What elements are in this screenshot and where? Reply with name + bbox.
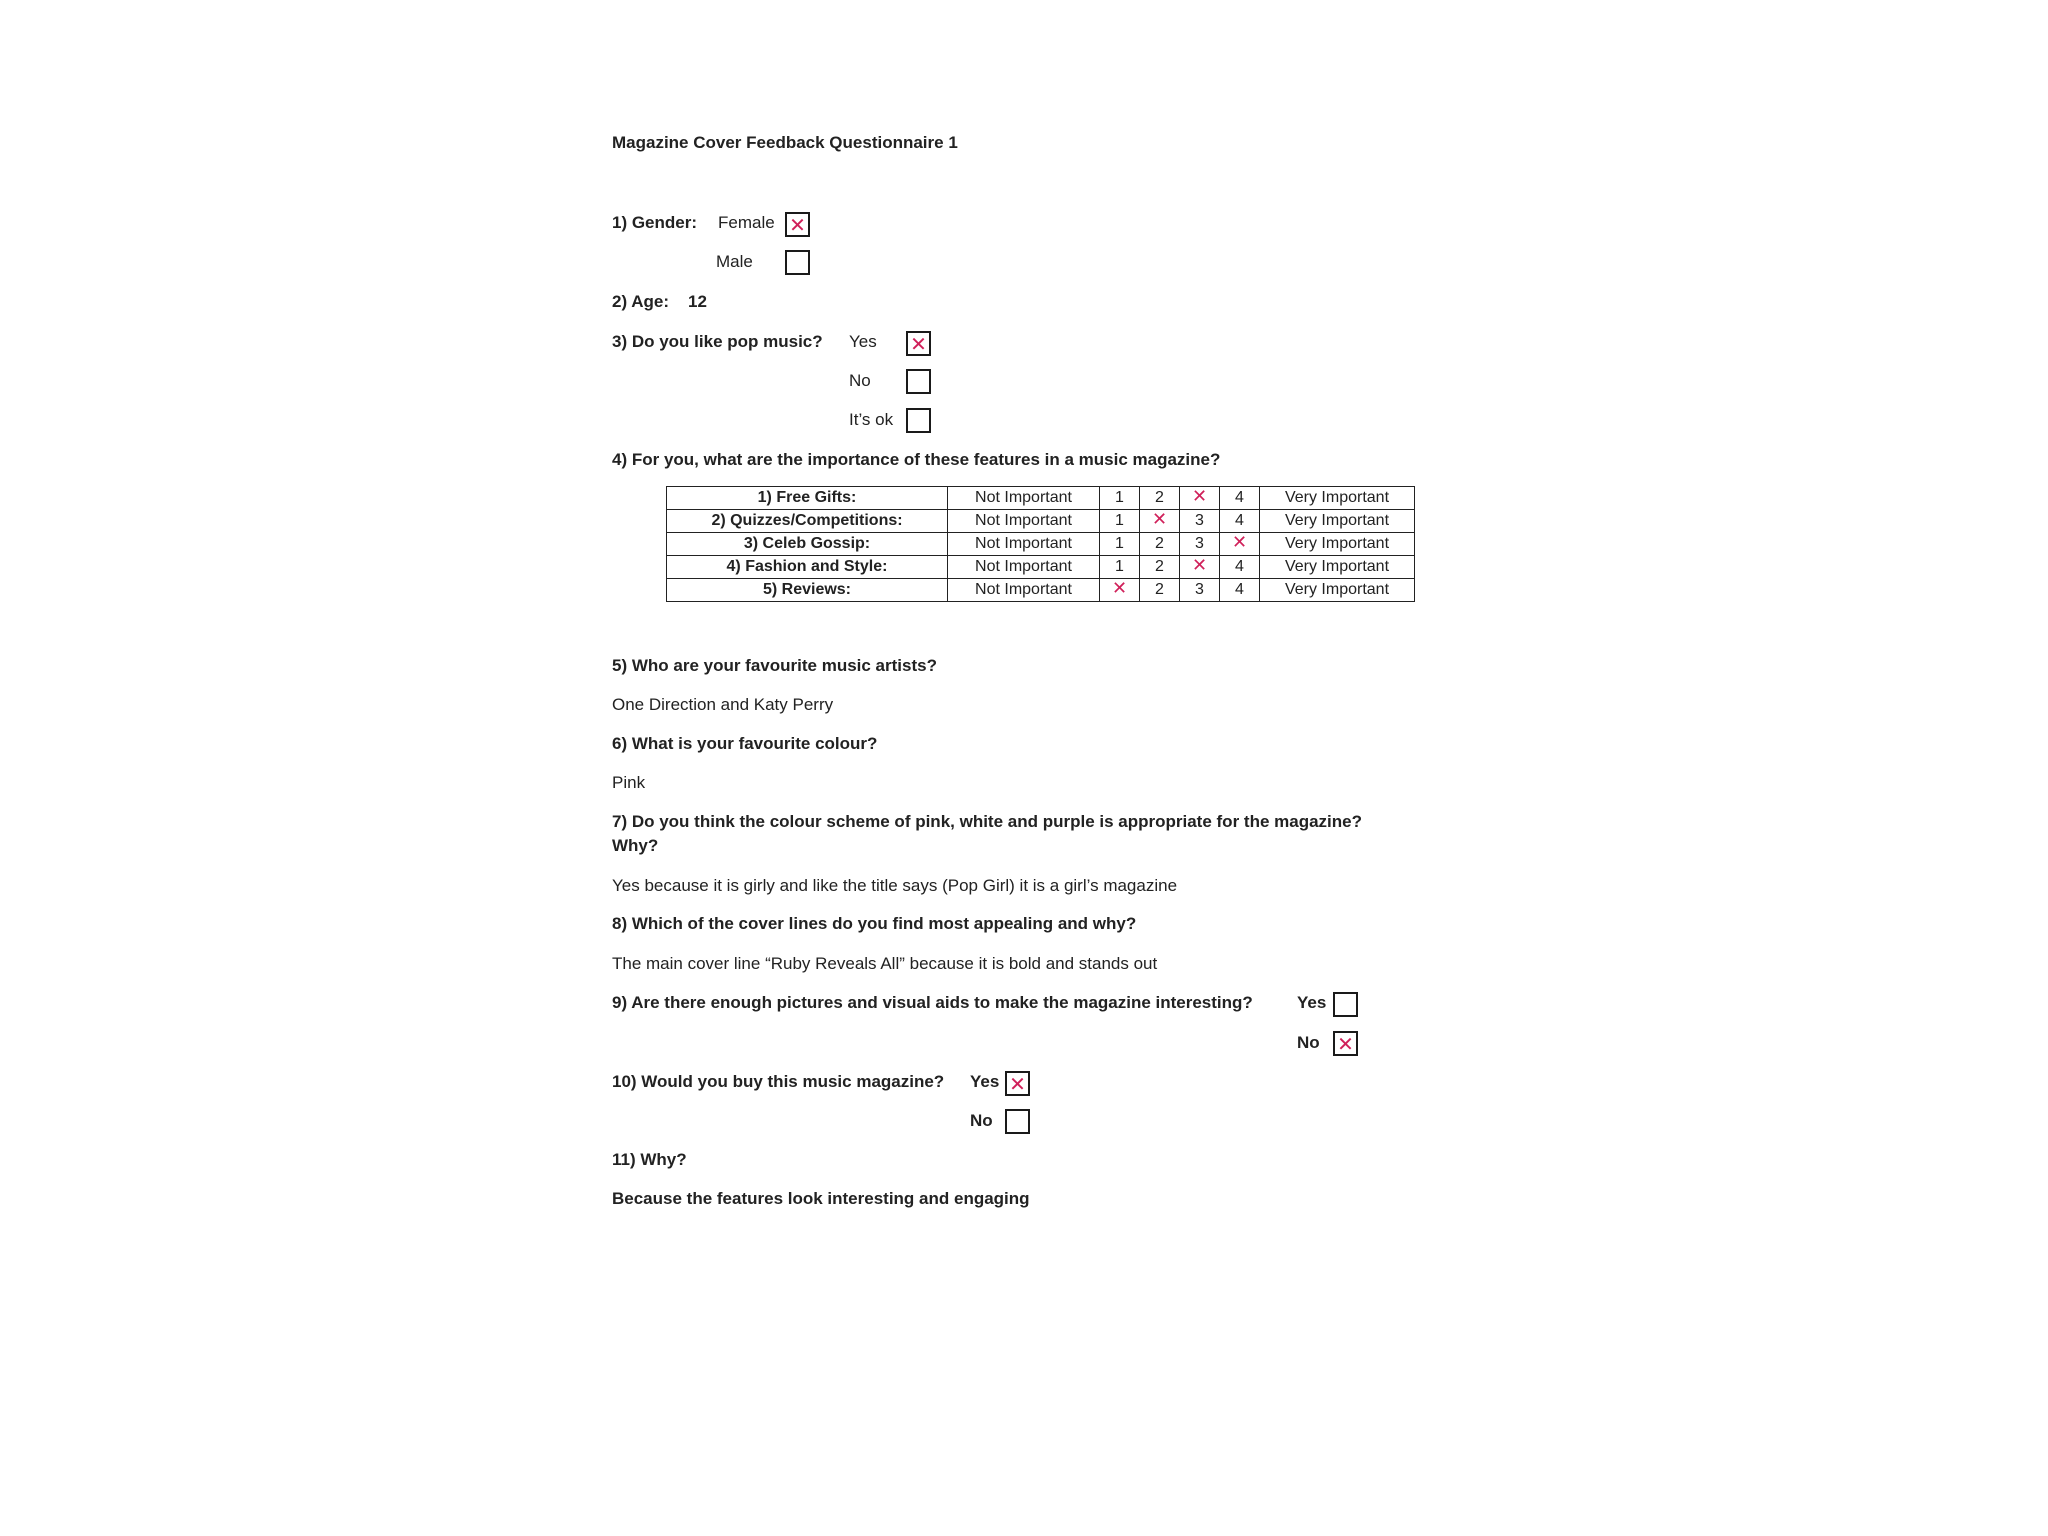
rating-cell-selected[interactable]	[1220, 533, 1260, 556]
cross-mark-icon: ✕	[1337, 1031, 1354, 1056]
rating-cell-selected[interactable]	[1100, 579, 1140, 602]
rating-cell-selected[interactable]	[1180, 487, 1220, 510]
cross-mark-icon: ✕	[1009, 1071, 1026, 1096]
page-title: Magazine Cover Feedback Questionnaire 1	[612, 133, 958, 152]
cross-mark-icon: ✕	[1111, 578, 1128, 599]
cross-mark-icon: ✕	[1151, 509, 1168, 530]
cross-mark-icon: ✕	[789, 212, 806, 237]
q8-answer: The main cover line “Ruby Reveals All” because it is bold and stands out	[612, 954, 1158, 973]
q2-label: 2) Age:	[612, 292, 669, 311]
q5-answer: One Direction and Katy Perry	[612, 695, 834, 714]
very-important-label: Very Important	[1260, 556, 1415, 579]
feature-label: 3) Celeb Gossip:	[667, 533, 948, 556]
q3-its-ok-checkbox[interactable]	[906, 408, 931, 433]
very-important-label: Very Important	[1260, 487, 1415, 510]
q10-option-yes: Yes	[970, 1072, 1000, 1091]
q10-yes-checkbox[interactable]	[1005, 1071, 1030, 1096]
feature-label: 5) Reviews:	[667, 579, 948, 602]
q1-female-checkbox[interactable]	[785, 212, 810, 237]
very-important-label: Very Important	[1260, 533, 1415, 556]
q8-label: 8) Which of the cover lines do you find most appealing and why?	[612, 914, 1137, 933]
rating-cell[interactable]: 4	[1220, 487, 1260, 510]
rating-cell[interactable]: 1	[1100, 510, 1140, 533]
rating-cell[interactable]: 2	[1140, 556, 1180, 579]
feature-label: 2) Quizzes/Competitions:	[667, 510, 948, 533]
q3-option-no: No	[849, 371, 871, 390]
rating-cell[interactable]: 2	[1140, 487, 1180, 510]
cross-mark-icon: ✕	[1191, 555, 1208, 576]
q10-option-no: No	[970, 1111, 993, 1130]
q7-answer: Yes because it is girly and like the title says (Pop Girl) it is a girl’s magazine	[612, 876, 1178, 895]
rating-cell-selected[interactable]	[1180, 556, 1220, 579]
features-table-row	[667, 579, 1415, 602]
very-important-label: Very Important	[1260, 579, 1415, 602]
q2-value: 12	[688, 292, 707, 311]
rating-cell[interactable]: 1	[1100, 556, 1140, 579]
features-table-row	[667, 487, 1415, 510]
q9-option-yes: Yes	[1297, 993, 1327, 1012]
q4-label: 4) For you, what are the importance of these features in a music magazine?	[612, 450, 1221, 469]
q6-answer: Pink	[612, 773, 646, 792]
not-important-label: Not Important	[948, 556, 1100, 579]
cross-mark-icon: ✕	[1231, 532, 1248, 553]
rating-cell-selected[interactable]	[1140, 510, 1180, 533]
features-table	[666, 486, 1415, 602]
not-important-label: Not Important	[948, 510, 1100, 533]
q6-label: 6) What is your favourite colour?	[612, 734, 878, 753]
features-table-row	[667, 510, 1415, 533]
not-important-label: Not Important	[948, 487, 1100, 510]
q11-label: 11) Why?	[612, 1150, 687, 1169]
rating-cell[interactable]: 3	[1180, 533, 1220, 556]
q3-yes-checkbox[interactable]	[906, 331, 931, 356]
rating-cell[interactable]: 2	[1140, 533, 1180, 556]
q3-no-checkbox[interactable]	[906, 369, 931, 394]
q3-option-its-ok: It’s ok	[849, 410, 894, 429]
rating-cell[interactable]: 2	[1140, 579, 1180, 602]
rating-cell[interactable]: 1	[1100, 533, 1140, 556]
q11-answer: Because the features look interesting and engaging	[612, 1189, 1030, 1208]
q1-option-female: Female	[718, 213, 775, 232]
q1-male-checkbox[interactable]	[785, 250, 810, 275]
very-important-label: Very Important	[1260, 510, 1415, 533]
q1-option-male: Male	[716, 252, 753, 271]
q9-yes-checkbox[interactable]	[1333, 992, 1358, 1017]
cross-mark-icon: ✕	[1191, 486, 1208, 507]
rating-cell[interactable]: 4	[1220, 579, 1260, 602]
features-table-row	[667, 533, 1415, 556]
rating-cell[interactable]: 3	[1180, 510, 1220, 533]
q3-option-yes: Yes	[849, 332, 877, 351]
q9-label: 9) Are there enough pictures and visual aids to make the magazine interesting?	[612, 993, 1253, 1012]
cross-mark-icon: ✕	[910, 331, 927, 356]
rating-cell[interactable]: 1	[1100, 487, 1140, 510]
q7-label-line2: Why?	[612, 836, 659, 855]
q3-label: 3) Do you like pop music?	[612, 332, 823, 351]
rating-cell[interactable]: 4	[1220, 556, 1260, 579]
q7-label-line1: 7) Do you think the colour scheme of pink, white and purple is appropriate for the magazine?	[612, 812, 1362, 831]
feature-label: 4) Fashion and Style:	[667, 556, 948, 579]
feature-label: 1) Free Gifts:	[667, 487, 948, 510]
features-table-row	[667, 556, 1415, 579]
q9-no-checkbox[interactable]	[1333, 1031, 1358, 1056]
q9-option-no: No	[1297, 1033, 1320, 1052]
q5-label: 5) Who are your favourite music artists?	[612, 656, 937, 675]
q1-label: 1) Gender:	[612, 213, 698, 232]
q10-label: 10) Would you buy this music magazine?	[612, 1072, 945, 1091]
rating-cell[interactable]: 4	[1220, 510, 1260, 533]
rating-cell[interactable]: 3	[1180, 579, 1220, 602]
not-important-label: Not Important	[948, 579, 1100, 602]
not-important-label: Not Important	[948, 533, 1100, 556]
q10-no-checkbox[interactable]	[1005, 1109, 1030, 1134]
